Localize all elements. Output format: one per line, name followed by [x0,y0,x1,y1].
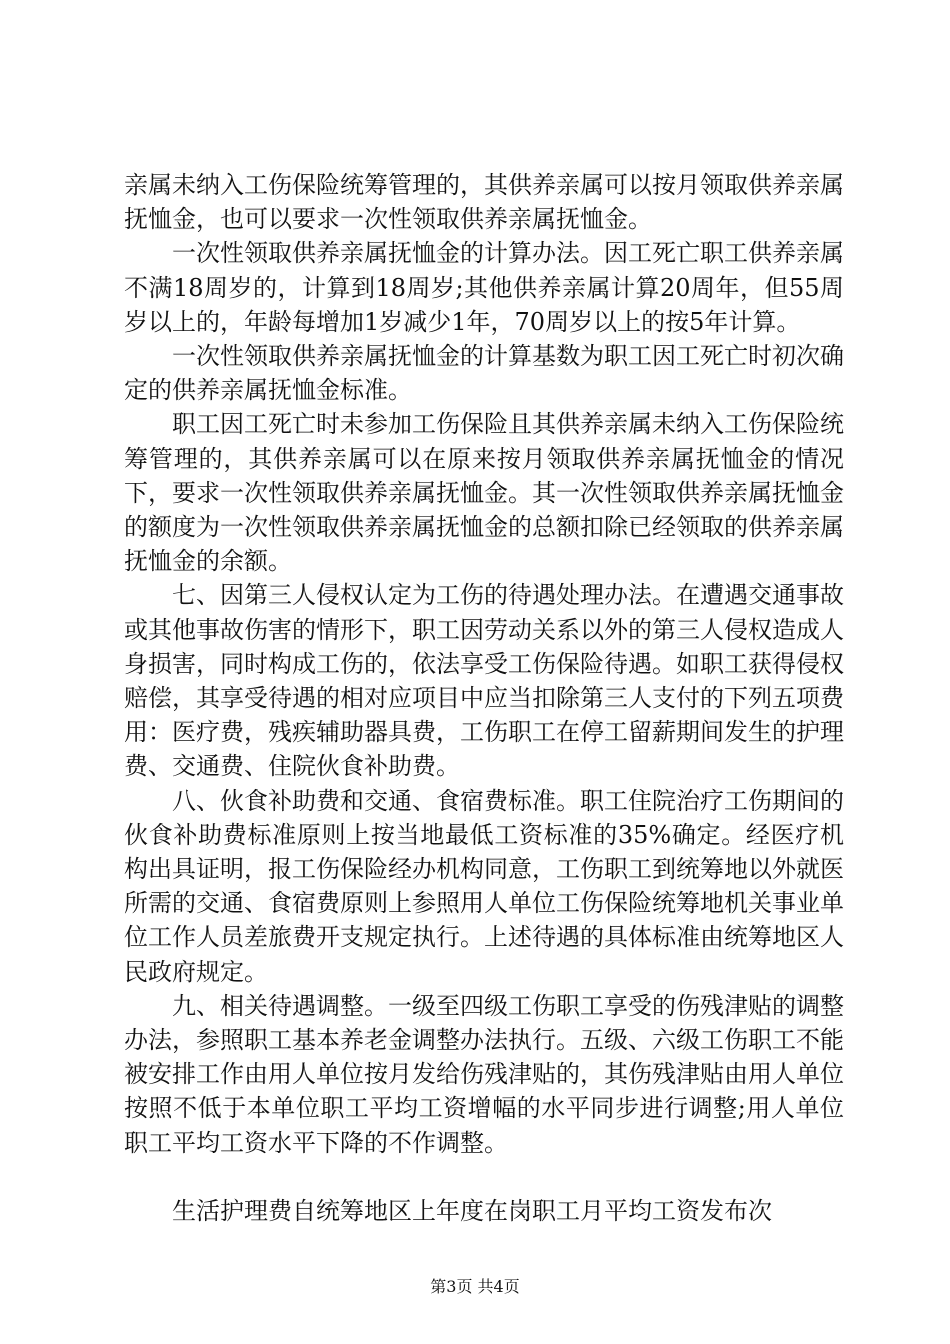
paragraph-continuation: 亲属未纳入工伤保险统筹管理的，其供养亲属可以按月领取供养亲属抚恤金，也可以要求一次性领取供养亲属抚恤金。 [124,171,844,234]
paragraph-section-eight: 八、伙食补助费和交通、食宿费标准。职工住院治疗工伤期间的伙食补助费标准原则上按当地最低工资标准的35%确定。经医疗机构出具证明，报工伤保险经办机构同意，工伤职工到统筹地以外就医所需的交通、食宿费原则上参照用人单位工伤保险统筹地机关事业单位工作人员差旅费开支规定执行。上述待遇的具体标准由统筹地区人民政府规定。 [124,786,844,986]
paragraph-section-nine: 九、相关待遇调整。一级至四级工伤职工享受的伤残津贴的调整办法，参照职工基本养老金调整办法执行。五级、六级工伤职工不能被安排工作由用人单位按月发给伤残津贴的，其伤残津贴由用人单位按照不低于本单位职工平均工资增幅的水平同步进行调整;用人单位职工平均工资水平下降的不作调整。 [124,991,844,1157]
page-footer [0,1277,950,1297]
document-body [124,168,844,1228]
paragraph-calculation-base: 一次性领取供养亲属抚恤金的计算基数为职工因工死亡时初次确定的供养亲属抚恤金标准。 [124,342,844,405]
paragraph-section-seven: 七、因第三人侵权认定为工伤的待遇处理办法。在遭遇交通事故或其他事故伤害的情形下，职工因劳动关系以外的第三人侵权造成人身损害，同时构成工伤的，依法享受工伤保险待遇。如职工获得侵权赔偿，其享受待遇的相对应项目中应当扣除第三人支付的下列五项费用：医疗费，残疾辅助器具费，工伤职工在停工留薪期间发生的护理费、交通费、住院伙食补助费。 [124,581,844,781]
paragraph-nursing-fee: 生活护理费自统筹地区上年度在岗职工月平均工资发布次 [172,1196,772,1225]
page-number-label: 第3页 共4页 [430,1277,520,1296]
paragraph-lump-sum-method: 一次性领取供养亲属抚恤金的计算办法。因工死亡职工供养亲属不满18周岁的，计算到18周岁;其他供养亲属计算20周年，但55周岁以上的，年龄每增加1岁减少1年，70周岁以上的按5年计算。 [124,239,844,336]
paragraph-uninsured-death: 职工因工死亡时未参加工伤保险且其供养亲属未纳入工伤保险统筹管理的，其供养亲属可以在原来按月领取供养亲属抚恤金的情况下，要求一次性领取供养亲属抚恤金。其一次性领取供养亲属抚恤金的额度为一次性领取供养亲属抚恤金的总额扣除已经领取的供养亲属抚恤金的余额。 [124,410,844,576]
